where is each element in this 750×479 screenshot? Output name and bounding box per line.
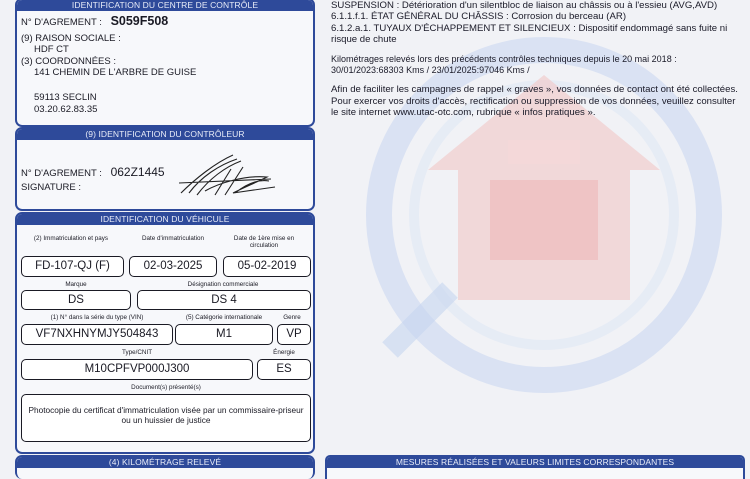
coord-label: (3) COORDONNÉES :	[21, 56, 117, 67]
date-immat-label: Date d'immatriculation	[141, 235, 205, 242]
date-circ-label: Date de 1ère mise en circulation	[233, 235, 295, 249]
documents-value: Photocopie du certificat d'immatriculation visée par un commissaire-priseur ou un huissier de justice	[21, 394, 311, 442]
kilometrage-panel	[15, 455, 315, 479]
centre-panel	[15, 0, 315, 127]
address-line1: 141 CHEMIN DE L'ARBRE DE GUISE	[34, 67, 197, 78]
vin-value: VF7NXHNYMJY504843	[21, 324, 173, 345]
genre-label: Genre	[283, 314, 301, 321]
controleur-agrement-label: N° D'AGREMENT :	[21, 168, 102, 179]
mesures-header: MESURES RÉALISÉES ET VALEURS LIMITES CORRESPONDANTES	[327, 457, 743, 468]
genre-value: VP	[277, 324, 311, 345]
vin-label: (1) N° dans la série du type (VIN)	[50, 314, 144, 321]
marque-label: Marque	[65, 281, 87, 288]
controleur-agrement-row	[21, 165, 165, 179]
controleur-header: (9) IDENTIFICATION DU CONTRÔLEUR	[17, 129, 313, 140]
km-history-label: Kilométrages relevés lors des précédents contrôles techniques depuis le 20 mai 2018 :	[331, 53, 677, 64]
right-line3: 6.1.2.a.1. TUYAUX D'ÉCHAPPEMENT ET SILENCIEUX : Dispositif endommagé sans fuite ni risque de chute	[331, 22, 728, 46]
right-line1: SUSPENSION : Détérioration d'un silentbloc de liaison au châssis ou à l'essieu (AVG,AVD)	[331, 0, 718, 11]
centre-header: IDENTIFICATION DU CENTRE DE CONTRÔLE	[17, 0, 313, 11]
date-immat-value: 02-03-2025	[129, 256, 217, 277]
right-text-block	[331, 0, 743, 119]
info-text: Afin de faciliter les campagnes de rappel « graves », vos données de contact ont été collectées. Pour exercer vos droits d'accès, rectification ou suppression de vos données, veuillez consulter le site internet www.utac-otc.com, rubrique « infos pratiques ».	[331, 84, 738, 119]
designation-value: DS 4	[137, 290, 311, 310]
designation-label: Désignation commerciale	[187, 281, 259, 288]
documents-label: Document(s) présenté(s)	[131, 384, 201, 391]
mesures-panel	[325, 455, 745, 479]
immat-label: (2) Immatriculation et pays	[33, 235, 109, 242]
immat-value: FD-107-QJ (F)	[21, 256, 124, 277]
centre-agrement-label: N° D'AGREMENT :	[21, 17, 102, 28]
vehicule-header: IDENTIFICATION DU VÉHICULE	[17, 214, 313, 225]
controleur-agrement-value: 062Z1445	[110, 165, 165, 179]
vehicule-panel	[15, 212, 315, 454]
date-circ-value: 05-02-2019	[223, 256, 311, 277]
signature-label: SIGNATURE :	[21, 182, 81, 193]
kilometrage-header: (4) KILOMÉTRAGE RELEVÉ	[17, 457, 313, 468]
marque-value: DS	[21, 290, 131, 310]
type-label: Type/CNIT	[121, 349, 153, 356]
address-line2: 59113 SECLIN	[34, 92, 97, 103]
type-value: M10CPFVP000J300	[21, 359, 253, 380]
right-line2: 6.1.1.f.1. ÉTAT GÉNÉRAL DU CHÂSSIS : Corrosion du berceau (AR)	[331, 11, 627, 23]
centre-agrement-row	[21, 14, 168, 28]
energie-label: Énergie	[273, 349, 295, 356]
raison-label: (9) RAISON SOCIALE :	[21, 33, 121, 44]
energie-value: ES	[257, 359, 311, 380]
controleur-panel	[15, 127, 315, 211]
km-history-values: 30/01/2023:68303 Kms / 23/01/2025:97046 Kms /	[331, 65, 530, 76]
centre-agrement-value: S059F508	[110, 14, 169, 28]
categorie-value: M1	[175, 324, 273, 345]
raison-value: HDF CT	[34, 44, 69, 55]
signature	[175, 149, 285, 201]
categorie-label: (5) Catégorie internationale	[185, 314, 263, 321]
phone: 03.20.62.83.35	[34, 104, 98, 115]
